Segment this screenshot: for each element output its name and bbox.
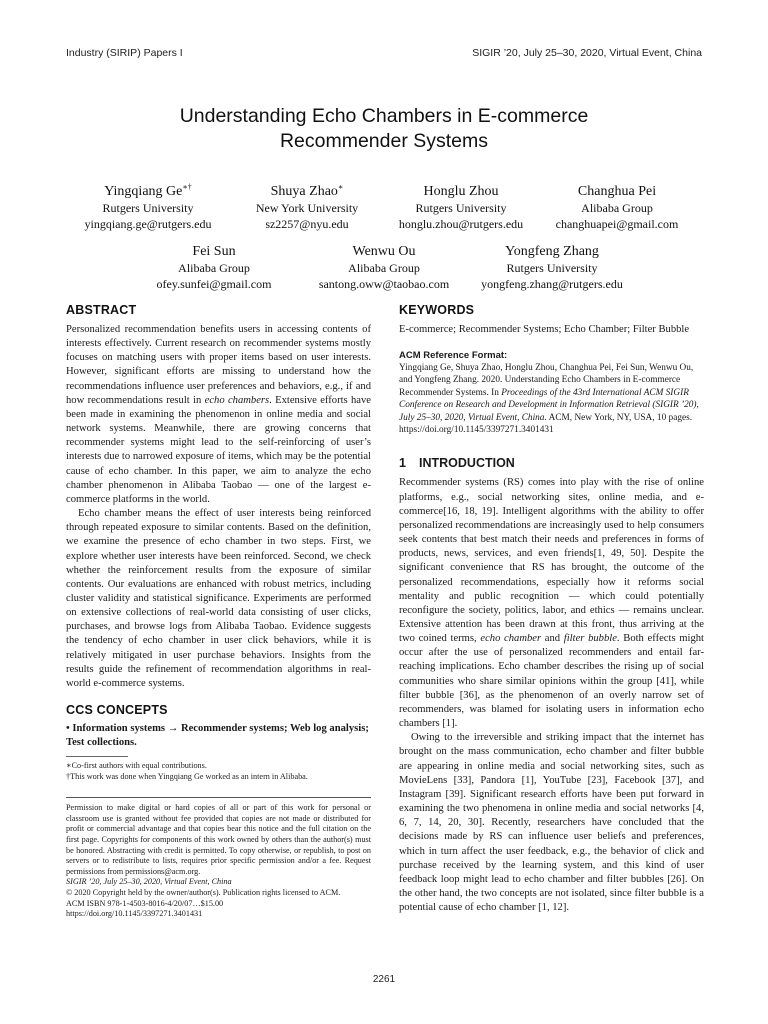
paper-title [66, 104, 702, 154]
permission-block [66, 797, 371, 920]
author-email: santong.oww@taobao.com [318, 276, 450, 291]
permission-isbn: ACM ISBN 978-1-4503-8016-4/20/07…$15.00 [66, 898, 224, 908]
title-line-2: Recommender Systems [279, 130, 489, 152]
keywords-text: E-commerce; Recommender Systems; Echo Chamber; Filter Bubble [399, 324, 690, 335]
author-email: ofey.sunfei@gmail.com [156, 276, 272, 291]
running-head-venue: SIGIR ’20, July 25–30, 2020, Virtual Event, China [472, 47, 702, 59]
author-name: Changhua Pei [577, 184, 657, 199]
author-affiliation: Rutgers University [506, 261, 598, 275]
author-name: Yongfeng Zhang [505, 244, 599, 259]
author-email: yongfeng.zhang@rutgers.edu [481, 276, 623, 291]
permission-doi[interactable]: https://doi.org/10.1145/3397271.3401431 [66, 909, 203, 919]
author-block [522, 183, 712, 232]
introduction-heading [399, 455, 704, 471]
footnote-rule [66, 756, 128, 757]
abstract-paragraph-2: Echo chamber means the effect of user interests being reinforced through repeated exposure to similar contents. Based on the definition, we examine the presence of echo chamber in two steps. First, we explore whether user interests have been reinforced. Second, we check whether the reinforcement results from the exposure of similar contents. Our evaluations are enhanced with robust metrics, including cluster validity and statistical significance. Experiments are performed on extensive collections of real-world data consisting of user clicks, purchases, and browse logs from Alibaba Taobao. Evidence suggests the tendency of echo chamber in user click behaviors, while it is relatively mitigated in user purchase behaviors. Insights from the results guide the refinement of recommendation algorithms in real-world e-commerce systems. [66, 508, 371, 689]
page-number: 2261 [372, 974, 396, 985]
introduction-paragraph-2: Owing to the irreversible and striking impact that the internet has brought on the mass communication, echo chamber and filter bubble are appearing in online media and social networking sites, such as MovieLens [33], Pandora [1], YouTube [23], Facebook [37], and Instagram [39]. Significant research efforts have been put forward in examining the two phenomena in online media and social networks [4, 6, 7, 14, 20, 30]. Recently, researchers have concluded that the decisions made by RS can influence user beliefs and preferences, which in turn affect the user feedback, e.g., the behavior of click and purchase received by the learning system, and this kind of user feedback loop might lead to echo chamber and filter bubbles [26]. On the other hand, the two concepts are not isolated, since filter bubble is a potential cause of echo chamber [1, 12]. [399, 732, 704, 914]
left-column [66, 302, 371, 920]
running-head [66, 47, 702, 61]
permission-rule [66, 797, 371, 798]
right-column [399, 302, 704, 915]
permission-venue: SIGIR ’20, July 25–30, 2020, Virtual Event, China [66, 877, 232, 887]
section-title: INTRODUCTION [419, 456, 515, 471]
author-name: Shuya Zhao [270, 184, 338, 199]
author-block [119, 243, 309, 292]
author-block [457, 243, 647, 292]
author-affiliation: Rutgers University [102, 201, 194, 215]
introduction-paragraph-1: Recommender systems (RS) comes into play with the rise of online platforms, e.g., social networking sites, online media, and e-commerce[16, 18, 19]. Intelligent algorithms with the ability to offer personalized recommendations are increasingly used to help consumers seek contents that best match their needs and preferences in forms of products, news, services, and even friends[1, 49, 50]. Despite the significant convenience that RS has brought, the outcome of the personalized recommendations, especially how it reforms social mentality and public recognition — which could potentially reconfigure the society, politics, labor, and ethics — remains unclear. Extensive attention has been drawn at this front, thus arriving at the two coined terms, echo chamber and filter bubble. Both effects might occur after the use of personalized recommenders and entail far-reaching implications. Echo chamber describes the rising up of social communities who share similar opinions within the group [41], while filter bubble [36], as the phenomenon of an overly narrow set of recommenders, was blamed for isolating users in information echo chambers [1]. [399, 477, 704, 730]
author-affiliation: Alibaba Group [348, 261, 420, 275]
abstract-heading: ABSTRACT [66, 303, 137, 317]
author-marks: ∗ [337, 182, 344, 192]
author-name: Honglu Zhou [423, 184, 499, 199]
author-marks: ∗† [182, 182, 192, 192]
footnote-intern: †This work was done when Yingqiang Ge worked as an intern in Alibaba. [66, 771, 308, 781]
ccs-heading: CCS CONCEPTS [66, 703, 168, 718]
acm-reference-text: Yingqiang Ge, Shuya Zhao, Honglu Zhou, Changhua Pei, Fei Sun, Wenwu Ou, and Yongfeng Zhang. 2020. Understanding Echo Chambers in E-commerce Recommender Systems. In Proceedings of the 43rd International ACM SIGIR Conference on Research and Development in Information Retrieval (SIGIR ’20), July 25–30, 2020, Virtual Event, China. ACM, New York, NY, USA, 10 pages. https://doi.org/10.1145/3397271.3401431 [399, 363, 699, 436]
footnote-equal-contribution: ∗Co-first authors with equal contributions. [66, 761, 207, 771]
author-email: yingqiang.ge@rutgers.edu [84, 216, 212, 231]
running-head-track: Industry (SIRIP) Papers I [66, 47, 183, 59]
keywords-heading: KEYWORDS [399, 303, 475, 317]
acm-reference-heading: ACM Reference Format: [399, 350, 508, 361]
author-email: sz2257@nyu.edu [265, 216, 349, 231]
permission-copyright: © 2020 Copyright held by the owner/author(s). Publication rights licensed to ACM. [66, 887, 341, 897]
author-name: Yingqiang Ge [104, 184, 183, 199]
footnotes [66, 756, 371, 782]
author-affiliation: Alibaba Group [581, 201, 653, 215]
title-line-1: Understanding Echo Chambers in E-commerce [179, 105, 589, 127]
author-affiliation: Alibaba Group [178, 261, 250, 275]
section-number: 1 [399, 456, 406, 471]
author-name: Wenwu Ou [352, 244, 416, 259]
author-block [289, 243, 479, 292]
author-email: changhuapei@gmail.com [555, 216, 679, 231]
author-affiliation: Rutgers University [415, 201, 507, 215]
ccs-concepts: • Information systems → Recommender systems; Web log analysis; Test collections. [66, 723, 369, 749]
author-name: Fei Sun [192, 244, 236, 259]
abstract-paragraph-1: Personalized recommendation benefits users in accessing contents of interests effectively. Current research on recommender systems mostly focuses on matching users with proper items based on user interests. However, significant efforts are missing to understand how the recommendations influence user preferences and behaviors, e.g., if and how recommendations result in echo chambers. Extensive efforts have been made in examining the phenomenon in online media and social network systems. Meanwhile, there are growing concerns that recommender systems might lead to the self-reinforcing of user’s interests due to narrowed exposure of items, which may be the potential cause of echo chamber. In this paper, we aim to analyze the echo chamber phenomenon in Alibaba Taobao — one of the largest e-commerce platforms in the world. [66, 324, 371, 505]
permission-text: Permission to make digital or hard copies of all or part of this work for personal or classroom use is granted without fee provided that copies are not made or distributed for profit or commercial advantage and that copies bear this notice and the full citation on the first page. Copyrights for components of this work owned by others than the author(s) must be honored. Abstracting with credit is permitted. To copy otherwise, or republish, to post on servers or to redistribute to lists, requires prior specific permission and/or a fee. Request permissions from permissions@acm.org. [66, 803, 371, 876]
author-affiliation: New York University [255, 201, 359, 215]
author-email: honglu.zhou@rutgers.edu [398, 216, 524, 231]
